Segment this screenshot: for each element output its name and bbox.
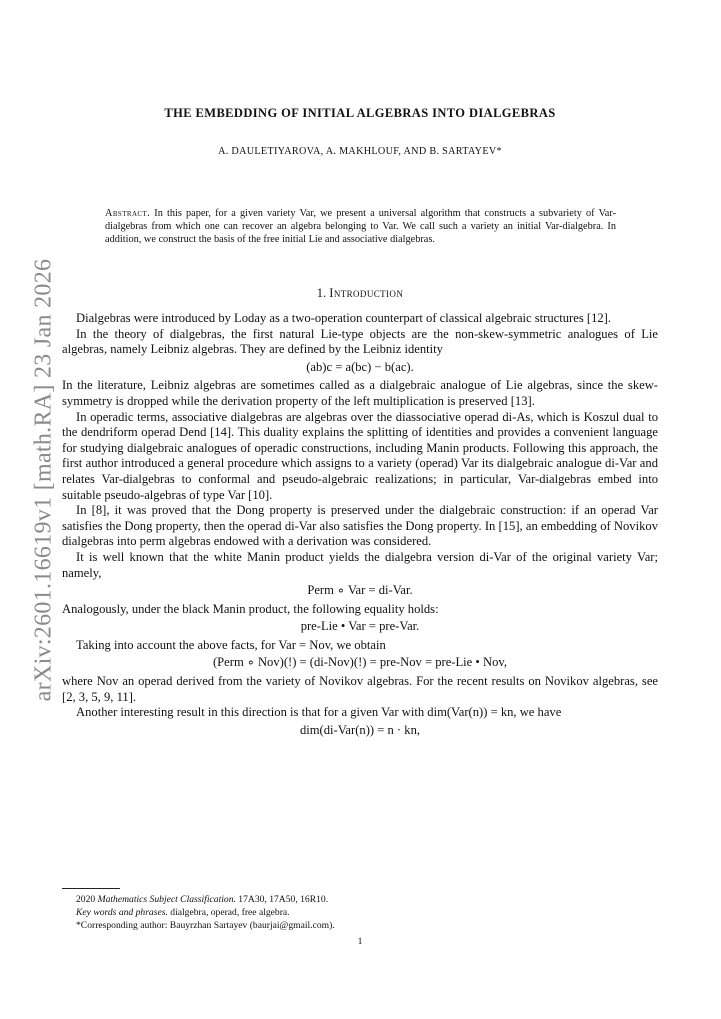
paragraph: It is well known that the white Manin product yields the dialgebra version di-Var of the original variety Var; namely, [62, 549, 658, 580]
equation-novikov: (Perm ∘ Nov)(!) = (di-Nov)(!) = pre-Nov = pre-Lie • Nov, [212, 655, 507, 670]
equation-leibniz: (ab)c = a(bc) − b(ac). [306, 359, 414, 374]
keywords-text: dialgebra, operad, free algebra. [170, 907, 290, 919]
footnote-msc [62, 893, 658, 906]
msc-year: 2020 [76, 894, 96, 905]
section-heading [62, 286, 658, 301]
author-list: A. DAULETIYAROVA, A. MAKHLOUF, AND B. SARTAYEV* [218, 146, 502, 157]
paragraph: In [8], it was proved that the Dong property is preserved under the dialgebraic construction: if an operad Var satisfies the Dong property, then the operad di-Var also satisfies the Dong property. In [15], an embedding of Novikov dialgebras into perm algebras endowed with a derivation was considered. [62, 503, 658, 549]
abstract-label: Abstract. [105, 208, 151, 219]
msc-codes: 17A30, 17A50, 16R10. [238, 894, 329, 905]
equation-dimension: dim(di-Var(n)) = n · kn, [299, 722, 421, 737]
footnote-corresponding: *Corresponding author: Bauyrzhan Sartayev (baurjai@gmail.com). [76, 920, 335, 932]
paper-title: THE EMBEDDING OF INITIAL ALGEBRAS INTO DIALGEBRAS [164, 106, 556, 120]
paragraph: where Nov an operad derived from the variety of Novikov algebras. For the recent results on Novikov algebras, see [2, 3, 5, 9, 11]. [62, 674, 658, 704]
keywords-label: Key words and phrases. [76, 907, 168, 919]
paragraph: Dialgebras were introduced by Loday as a two-operation counterpart of classical algebraic structures [12]. [76, 311, 612, 325]
section-body [62, 311, 658, 741]
equation-white-manin: Perm ∘ Var = di-Var. [307, 583, 413, 598]
page-number: 1 [357, 936, 363, 947]
paragraph: Analogously, under the black Manin product, the following equality holds: [62, 601, 439, 616]
paragraph: In operadic terms, associative dialgebras are algebras over the diassociative operad di-As, which is Koszul dual to the dendriform operad Dend [14]. This duality explains the splitting of identities and provides a convenient language for studying dialgebraic analogues of operadic constructions, including Manin products. Following this approach, the first author introduced a general procedure which assigns to a variety (operad) Var its dialgebraic analogue di-Var and relates Var-dialgebras to conformal and pseudo-algebraic realizations; in particular, Var-dialgebras embed into suitable pseudo-algebras of type Var [10]. [62, 409, 658, 502]
section-title: Introduction [329, 286, 404, 300]
equation-black-manin: pre-Lie • Var = pre-Var. [300, 619, 420, 634]
paragraph: Taking into account the above facts, for Var = Nov, we obtain [76, 637, 386, 652]
footnotes [62, 893, 658, 933]
footnote-rule [62, 888, 120, 889]
section-number: 1. [316, 286, 327, 300]
abstract [105, 207, 616, 247]
paragraph: In the literature, Leibniz algebras are sometimes called as a dialgebraic analogue of Lie algebras, since the skew-symmetry is dropped while the derivation property of the left multiplication is preserved [13]. [62, 378, 658, 408]
paragraph: In the theory of dialgebras, the first natural Lie-type objects are the non-skew-symmetric analogues of Lie algebras, namely Leibniz algebras. They are defined by the Leibniz identity [62, 326, 658, 357]
paragraph: Another interesting result in this direction is that for a given Var with dim(Var(n)) = kn, we have [76, 705, 562, 720]
abstract-text: In this paper, for a given variety Var, we present a universal algorithm that constructs a subvariety of Var-dialgebras from which one can recover an algebra belonging to Var. We call such a variety an initial Var-dialgebra. In addition, we construct the basis of the free initial Lie and associative dialgebras. [105, 208, 617, 246]
footnote-keywords [62, 906, 658, 919]
arxiv-stamp-text: arXiv:2601.16619v1 [math.RA] 23 Jan 2026 [30, 258, 57, 702]
msc-label: Mathematics Subject Classification. [97, 894, 236, 905]
